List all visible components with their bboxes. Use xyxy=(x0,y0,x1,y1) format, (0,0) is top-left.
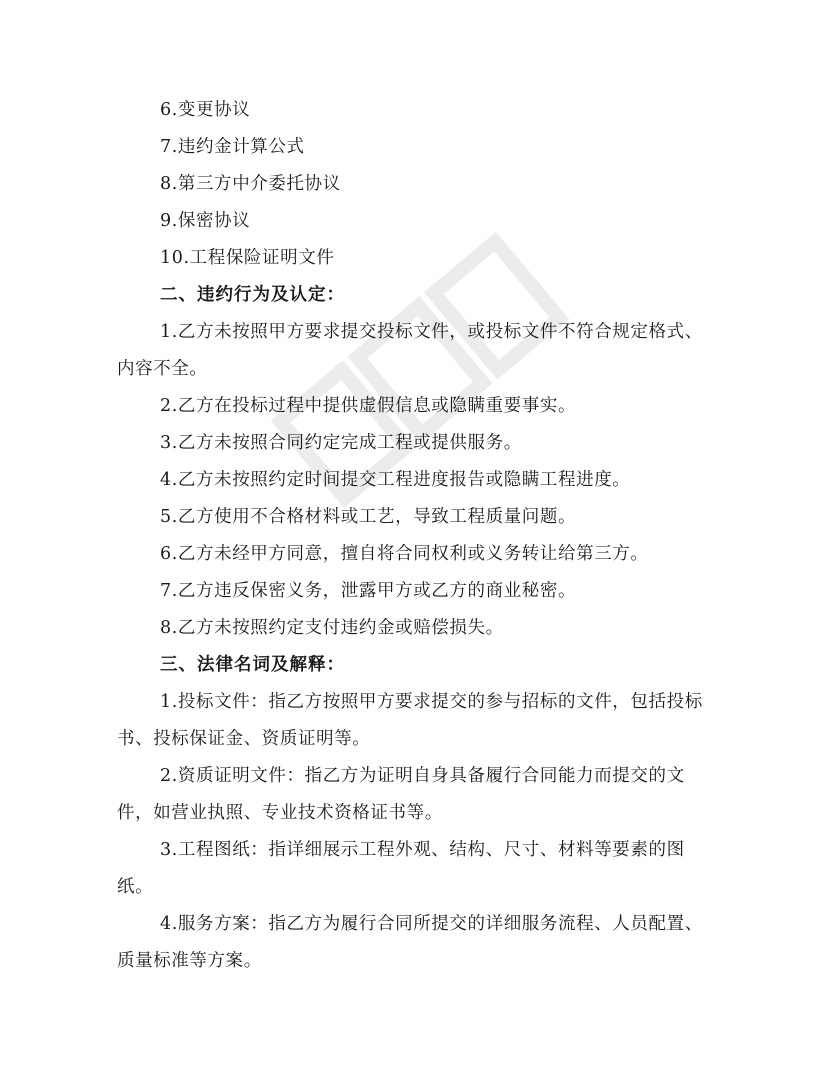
list-item: 7.乙方违反保密义务，泄露甲方或乙方的商业秘密。 xyxy=(160,581,577,601)
list-item: 8.第三方中介委托协议 xyxy=(160,174,341,194)
list-item: 1.乙方未按照甲方要求提交投标文件，或投标文件不符合规定格式、内容不全。 xyxy=(117,322,703,379)
list-item: 7.违约金计算公式 xyxy=(160,137,305,157)
list-item: 3.工程图纸：指详细展示工程外观、结构、尺寸、材料等要素的图纸。 xyxy=(117,840,685,897)
list-item: 10.工程保险证明文件 xyxy=(160,248,335,268)
list-item: 2.资质证明文件：指乙方为证明自身具备履行合同能力而提交的文件，如营业执照、专业技术资格证书等。 xyxy=(117,766,685,823)
list-item: 6.变更协议 xyxy=(160,100,251,120)
list-item: 6.乙方未经甲方同意，擅自将合同权利或义务转让给第三方。 xyxy=(160,544,649,564)
list-item: 8.乙方未按照约定支付违约金或赔偿损失。 xyxy=(160,618,504,638)
section-heading: 三、法律名词及解释： xyxy=(160,655,345,675)
list-item: 1.投标文件：指乙方按照甲方要求提交的参与招标的文件，包括投标书、投标保证金、资质证明等。 xyxy=(117,692,703,749)
list-item: 4.乙方未按照约定时间提交工程进度报告或隐瞒工程进度。 xyxy=(160,470,631,490)
section-heading: 二、违约行为及认定： xyxy=(160,285,345,305)
list-item: 4.服务方案：指乙方为履行合同所提交的详细服务流程、人员配置、质量标准等方案。 xyxy=(117,914,703,971)
list-item: 9.保密协议 xyxy=(160,211,251,231)
list-item: 3.乙方未按照合同约定完成工程或提供服务。 xyxy=(160,433,522,453)
list-item: 5.乙方使用不合格材料或工艺，导致工程质量问题。 xyxy=(160,507,577,527)
document-body xyxy=(117,92,713,980)
list-item: 2.乙方在投标过程中提供虚假信息或隐瞒重要事实。 xyxy=(160,396,577,416)
